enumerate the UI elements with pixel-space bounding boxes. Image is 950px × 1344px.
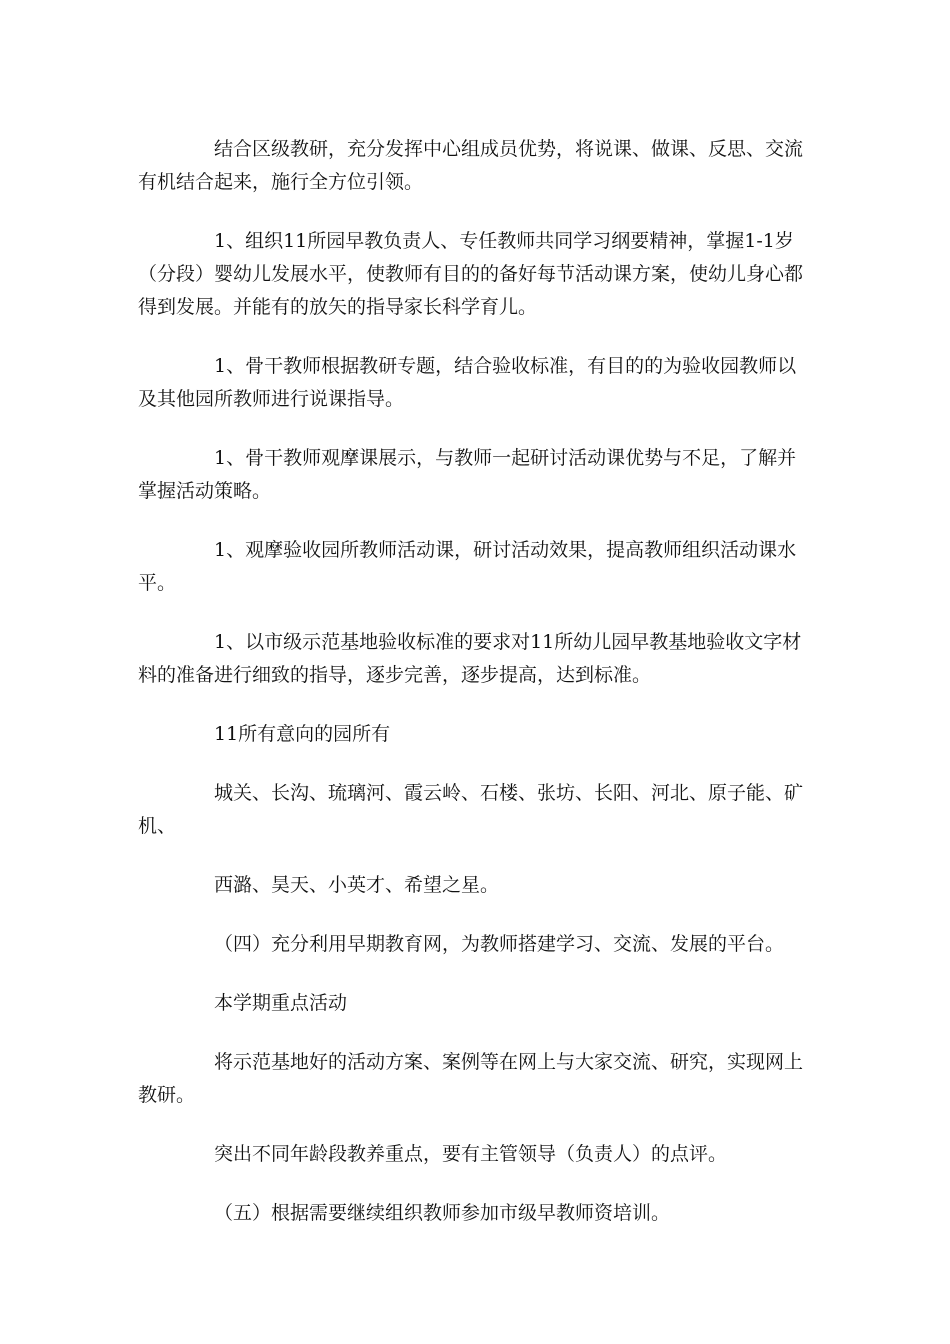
paragraph-item-observe: 1、观摩验收园所教师活动课，研讨活动效果，提高教师组织活动课水平。 bbox=[138, 539, 797, 594]
paragraph-intro: 结合区级教研，充分发挥中心组成员优势，将说课、做课、反思、交流有机结合起来，施行全方位引领。 bbox=[138, 138, 804, 193]
paragraph-kindergarten-count: 11所有意向的园所有 bbox=[214, 723, 391, 745]
paragraph-key-activities: 本学期重点活动 bbox=[214, 992, 348, 1014]
paragraph-item-lesson-guidance: 1、骨干教师根据教研专题，结合验收标准，有目的的为验收园教师以及其他园所教师进行说课指导。 bbox=[138, 355, 797, 410]
document-body bbox=[138, 133, 808, 1256]
paragraph-kindergarten-list-1: 城关、长沟、琉璃河、霞云岭、石楼、张坊、长阳、河北、原子能、矿机、 bbox=[138, 782, 804, 837]
paragraph-kindergarten-list-2: 西潞、昊天、小英才、希望之星。 bbox=[214, 874, 500, 896]
paragraph-item-materials: 1、以市级示范基地验收标准的要求对11所幼儿园早教基地验收文字材料的准备进行细致的指导，逐步完善，逐步提高，达到标准。 bbox=[138, 631, 802, 686]
paragraph-item-demo-class: 1、骨干教师观摩课展示，与教师一起研讨活动课优势与不足，了解并掌握活动策略。 bbox=[138, 447, 797, 502]
paragraph-age-focus: 突出不同年龄段教养重点，要有主管领导（负责人）的点评。 bbox=[214, 1143, 728, 1165]
paragraph-section-four: （四）充分利用早期教育网，为教师搭建学习、交流、发展的平台。 bbox=[214, 933, 785, 955]
paragraph-section-five: （五）根据需要继续组织教师参加市级早教师资培训。 bbox=[214, 1202, 671, 1224]
paragraph-item-study: 1、组织11所园早教负责人、专任教师共同学习纲要精神，掌握1-1岁（分段）婴幼儿发展水平，使教师有目的的备好每节活动课方案，使幼儿身心都得到发展。并能有的放矢的指导家长科学育儿。 bbox=[138, 230, 804, 318]
paragraph-online-research: 将示范基地好的活动方案、案例等在网上与大家交流、研究，实现网上教研。 bbox=[138, 1051, 804, 1106]
